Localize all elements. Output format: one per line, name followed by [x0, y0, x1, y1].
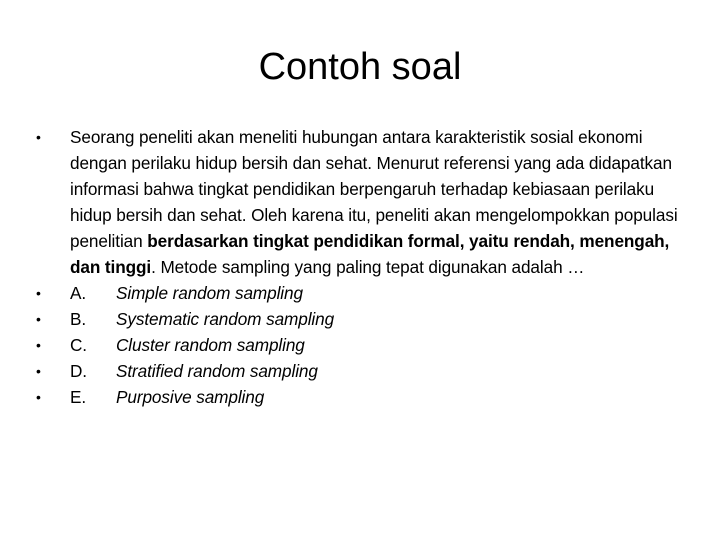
question-text-bold: berdasarkan tingkat pendidikan formal, yaitu rendah, menengah, dan tinggi: [70, 231, 670, 277]
slide-title: Contoh soal: [258, 46, 462, 88]
option-text: Cluster random sampling: [116, 335, 305, 355]
option-b: [36, 306, 686, 332]
bullet-dot-icon: •: [36, 285, 41, 301]
option-e: [36, 384, 686, 410]
question-text: [70, 124, 686, 280]
question-bullet: [36, 124, 686, 280]
option-text: Systematic random sampling: [116, 309, 335, 329]
option-letter: D.: [70, 361, 87, 381]
bullet-dot-icon: •: [36, 129, 41, 145]
slide-body: [36, 124, 686, 410]
bullet-dot-icon: •: [36, 337, 41, 353]
option-letter: E.: [70, 387, 87, 407]
option-a: [36, 280, 686, 306]
option-c: [36, 332, 686, 358]
bullet-dot-icon: •: [36, 389, 41, 405]
option-letter: C.: [70, 335, 87, 355]
question-text-part2: . Metode sampling yang paling tepat digunakan adalah …: [151, 257, 585, 277]
option-d: [36, 358, 686, 384]
bullet-dot-icon: •: [36, 311, 41, 327]
option-text: Stratified random sampling: [116, 361, 318, 381]
option-letter: A.: [70, 283, 87, 303]
option-text: Simple random sampling: [116, 283, 303, 303]
question-text-part1: Seorang peneliti akan meneliti hubungan antara karakteristik sosial ekonomi dengan perilaku hidup bersih dan sehat. Menurut referensi yang ada didapatkan informasi bahwa tingkat pendidikan berpengaruh terhadap kebiasaan perilaku hidup bersih dan sehat. Oleh karena itu, peneliti akan mengelompokkan populasi penelitian: [70, 127, 678, 251]
bullet-dot-icon: •: [36, 363, 41, 379]
option-text: Purposive sampling: [116, 387, 265, 407]
option-letter: B.: [70, 309, 87, 329]
